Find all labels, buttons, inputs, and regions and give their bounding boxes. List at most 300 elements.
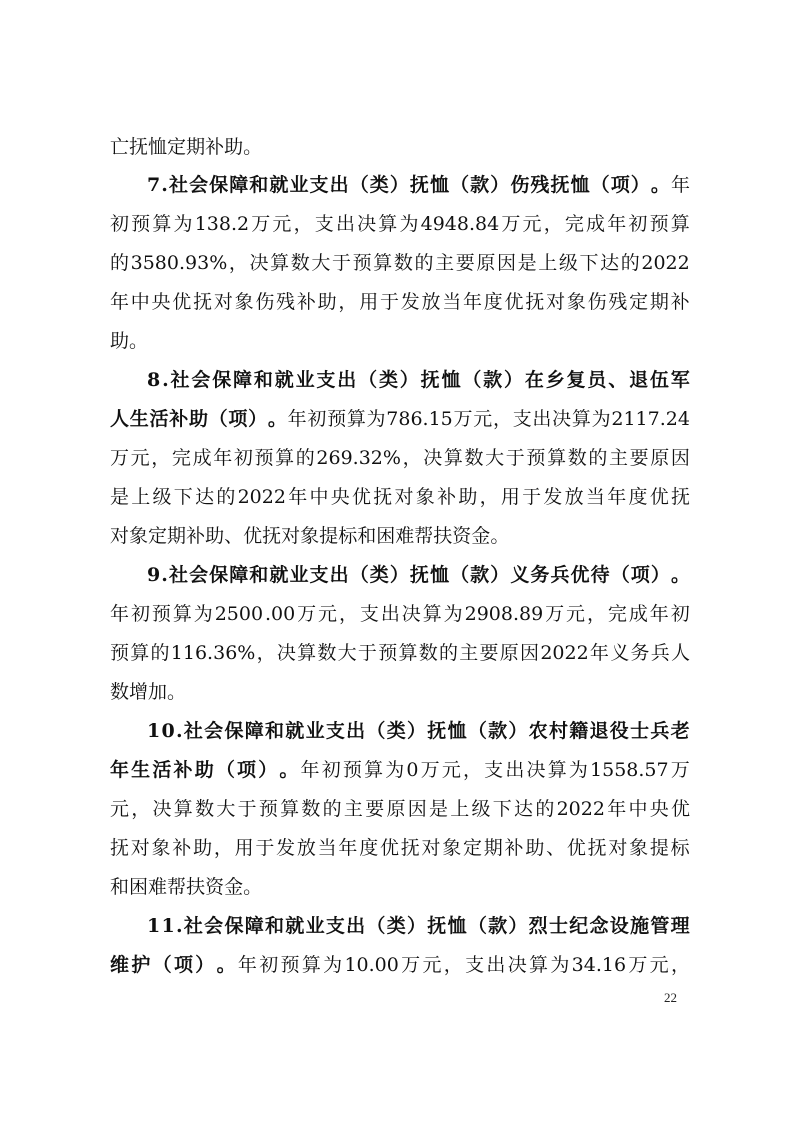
bold-text: 会 — [189, 174, 209, 196]
bold-text: （ — [349, 564, 369, 586]
body-text: 出 — [380, 603, 400, 625]
bold-text: 出 — [346, 720, 366, 742]
body-text: 元 — [566, 603, 586, 625]
body-text: 难 — [148, 876, 168, 898]
body-text: 人 — [670, 642, 690, 664]
body-text: 初 — [628, 213, 648, 235]
bold-text: 管 — [650, 915, 670, 937]
body-text: 主 — [435, 252, 455, 274]
body-text: 年 — [338, 837, 358, 859]
bold-text: 保 — [224, 915, 244, 937]
body-text: 的 — [150, 642, 170, 664]
body-text: 预 — [649, 213, 669, 235]
text-line — [110, 209, 690, 239]
body-text: 算 — [301, 954, 321, 976]
body-text: ， — [256, 642, 276, 664]
bold-text: （ — [366, 915, 386, 937]
body-text: 为 — [366, 408, 386, 430]
body-text: 为 — [193, 603, 213, 625]
body-text: 支 — [359, 603, 379, 625]
body-text: 年 — [300, 759, 320, 781]
body-text: 2022 — [540, 642, 589, 664]
body-text: 决 — [526, 759, 546, 781]
body-text: 发 — [543, 486, 563, 508]
body-text: ， — [402, 447, 422, 469]
body-text: 当 — [317, 837, 337, 859]
bold-text: （ — [450, 174, 470, 196]
body-text: 大 — [337, 642, 357, 664]
body-text: 算 — [547, 759, 567, 781]
bold-text: 支 — [316, 369, 336, 391]
body-text: 伤 — [587, 291, 607, 313]
text-line — [110, 482, 690, 512]
bold-text: 会 — [189, 564, 209, 586]
bold-text: 务 — [530, 564, 550, 586]
body-text: 因 — [520, 642, 540, 664]
bold-text: 出 — [337, 369, 357, 391]
bold-text: 和 — [265, 915, 285, 937]
bold-text: 社 — [170, 369, 190, 391]
bold-text: 施 — [630, 915, 650, 937]
bold-text: ） — [195, 954, 215, 976]
body-text: 的 — [322, 798, 342, 820]
body-text: 万 — [251, 213, 271, 235]
text-line — [147, 911, 690, 941]
body-text: 数 — [110, 681, 130, 703]
bold-text: 业 — [295, 369, 315, 391]
body-text: 抚 — [670, 486, 690, 508]
body-text: 要 — [629, 447, 649, 469]
bold-text: ） — [389, 174, 409, 196]
body-text: 央 — [330, 486, 350, 508]
body-text: 用 — [359, 291, 379, 313]
bold-text: 退 — [589, 720, 609, 742]
bold-text: 抚 — [550, 174, 570, 196]
body-text: 对 — [130, 837, 150, 859]
body-text: 数 — [418, 642, 438, 664]
body-text: 算 — [346, 408, 366, 430]
body-text: 出 — [505, 759, 525, 781]
bold-text: 障 — [233, 369, 253, 391]
body-text: 完 — [171, 447, 191, 469]
body-text: 优 — [566, 837, 586, 859]
body-text: 年 — [649, 603, 669, 625]
body-text: 算 — [297, 642, 317, 664]
bold-text: 员 — [587, 369, 607, 391]
bold-text: 生 — [129, 408, 149, 430]
body-text: 年 — [287, 408, 307, 430]
body-text: 算 — [547, 447, 567, 469]
body-text: 抚 — [262, 525, 282, 547]
body-text: 算 — [378, 213, 398, 235]
body-text: 增 — [129, 681, 149, 703]
bold-text: 1 — [161, 915, 175, 937]
body-text: 初 — [307, 408, 327, 430]
bold-text: 项 — [610, 174, 630, 196]
body-text: 难 — [395, 525, 415, 547]
bold-text: 保 — [212, 369, 232, 391]
body-text: 34.16 — [571, 954, 627, 976]
body-text: 残 — [608, 291, 628, 313]
bold-text: 7 — [147, 174, 161, 196]
bold-text: 社 — [168, 564, 188, 586]
body-text: 扶 — [433, 525, 453, 547]
text-line — [110, 326, 690, 356]
bold-text: 出 — [346, 915, 366, 937]
bold-text: 在 — [524, 369, 544, 391]
body-text: 和 — [357, 525, 377, 547]
bold-text: 障 — [244, 720, 264, 742]
bold-text: 兵 — [650, 720, 670, 742]
body-text: 要 — [455, 252, 475, 274]
bold-text: 款 — [470, 174, 490, 196]
bold-text: 款 — [488, 720, 508, 742]
bold-text: 就 — [269, 564, 289, 586]
bold-text: ） — [406, 915, 426, 937]
body-text: 0 — [406, 759, 419, 781]
body-text: 元 — [272, 213, 292, 235]
bold-text: 人 — [110, 408, 130, 430]
text-line — [147, 365, 690, 395]
bold-text: ） — [406, 720, 426, 742]
body-text: ， — [670, 954, 690, 976]
bold-text: ） — [504, 369, 524, 391]
body-text: 期 — [186, 136, 206, 158]
bold-text: 障 — [229, 564, 249, 586]
body-text: 预 — [131, 213, 151, 235]
bold-text: （ — [467, 720, 487, 742]
body-text: 央 — [649, 798, 669, 820]
body-text: 原 — [386, 798, 406, 820]
body-text: 象 — [442, 837, 462, 859]
body-text: ， — [293, 213, 313, 235]
body-text: 定 — [167, 136, 187, 158]
body-text: 为 — [591, 408, 611, 430]
text-line — [110, 132, 690, 162]
body-text: 用 — [500, 486, 520, 508]
body-text: 是 — [517, 252, 537, 274]
body-text: 于 — [237, 798, 257, 820]
body-text: 为 — [550, 954, 570, 976]
bold-text: 伤 — [510, 174, 530, 196]
body-text: 元 — [473, 408, 493, 430]
bold-text: 恤 — [430, 564, 450, 586]
bold-text: 抚 — [427, 720, 447, 742]
body-text: 于 — [379, 291, 399, 313]
body-text: 和 — [110, 876, 130, 898]
page-number: 22 — [664, 990, 677, 1005]
text-line — [110, 950, 690, 980]
body-text: ， — [338, 603, 358, 625]
body-text: 元 — [318, 603, 338, 625]
body-text: 抚 — [525, 291, 545, 313]
bold-text: 业 — [289, 564, 309, 586]
bold-text: 项 — [237, 759, 257, 781]
bold-text: . — [161, 564, 168, 586]
body-text: 预 — [342, 759, 362, 781]
body-text: 预 — [258, 798, 278, 820]
body-text: 决 — [357, 213, 377, 235]
body-text: 决 — [152, 798, 172, 820]
body-text: 初 — [670, 603, 690, 625]
body-text: 初 — [130, 603, 150, 625]
bold-text: （ — [358, 369, 378, 391]
body-text: 、 — [224, 525, 244, 547]
bold-text: 障 — [244, 915, 264, 937]
body-text: ， — [338, 291, 358, 313]
body-text: 的 — [216, 486, 236, 508]
body-text: 。 — [129, 330, 149, 352]
body-text: 对 — [394, 486, 414, 508]
body-text: 象 — [234, 291, 254, 313]
body-text: 万 — [110, 447, 130, 469]
body-text: 算 — [280, 798, 300, 820]
body-text: 元 — [522, 213, 542, 235]
body-text: 年 — [607, 798, 627, 820]
body-text: 度 — [483, 291, 503, 313]
body-text: 象 — [151, 837, 171, 859]
body-text: 于 — [331, 252, 351, 274]
body-text: 期 — [649, 291, 669, 313]
bold-text: 就 — [269, 174, 289, 196]
bold-text: （ — [610, 564, 630, 586]
body-text: 发 — [276, 837, 296, 859]
body-text: 为 — [568, 759, 588, 781]
text-line — [110, 599, 690, 629]
bold-text: ） — [399, 369, 419, 391]
body-text: 年 — [589, 642, 609, 664]
body-text: 金 — [471, 525, 491, 547]
bold-text: 村 — [548, 720, 568, 742]
body-text: 2500 — [214, 603, 264, 625]
body-text: 中 — [628, 798, 648, 820]
body-text: 为 — [323, 954, 343, 976]
body-text: 于 — [255, 837, 275, 859]
bold-text: 业 — [289, 174, 309, 196]
body-text: 补 — [504, 837, 524, 859]
body-text: 主 — [343, 798, 363, 820]
bold-text: 障 — [229, 174, 249, 196]
bold-text: 、 — [608, 369, 628, 391]
body-text: 算 — [571, 408, 591, 430]
body-text: 完 — [564, 213, 584, 235]
bold-text: （ — [215, 759, 235, 781]
bold-text: 9 — [147, 564, 161, 586]
body-text: 成 — [586, 213, 606, 235]
body-text: 算 — [270, 252, 290, 274]
body-text: 因 — [670, 447, 690, 469]
bold-text: （ — [462, 369, 482, 391]
bold-text: 社 — [168, 174, 188, 196]
bold-text: ） — [630, 174, 650, 196]
text-line — [110, 638, 690, 668]
bold-text: （ — [366, 720, 386, 742]
body-text: 中 — [309, 486, 329, 508]
bold-text: 款 — [488, 915, 508, 937]
bold-text: ） — [490, 564, 510, 586]
body-text: 补 — [186, 525, 206, 547]
body-text: 预 — [378, 642, 398, 664]
bold-text: 就 — [285, 915, 305, 937]
body-text: 预 — [526, 447, 546, 469]
body-text: 1558.57 — [590, 759, 669, 781]
body-text: 级 — [471, 798, 491, 820]
body-text: 于 — [505, 447, 525, 469]
bold-text: 。 — [650, 174, 670, 196]
body-text: ， — [463, 759, 483, 781]
body-text: 算 — [275, 447, 295, 469]
body-text: 完 — [607, 603, 627, 625]
body-text: 算 — [172, 603, 192, 625]
body-text: 万 — [545, 603, 565, 625]
bold-text: （ — [590, 174, 610, 196]
body-text: 2022 — [641, 252, 690, 274]
body-text: 标 — [670, 837, 690, 859]
body-text: 因 — [496, 252, 516, 274]
bold-text: 恤 — [570, 174, 590, 196]
body-text: 因 — [407, 798, 427, 820]
bold-text: 恤 — [447, 915, 467, 937]
bold-text: 护 — [131, 954, 151, 976]
body-text: 138.2 — [194, 213, 250, 235]
body-text: 上 — [450, 798, 470, 820]
bold-text: 和 — [253, 369, 273, 391]
body-text: 度 — [628, 486, 648, 508]
body-text: 困 — [376, 525, 396, 547]
bold-text: 恤 — [441, 369, 461, 391]
body-text: 要 — [479, 642, 499, 664]
body-text: 助 — [224, 136, 244, 158]
bold-text: 社 — [183, 915, 203, 937]
bold-text: 优 — [570, 564, 590, 586]
body-text: 原 — [650, 447, 670, 469]
body-text: 算 — [173, 798, 193, 820]
body-text: 期 — [483, 837, 503, 859]
body-text: 决 — [552, 408, 572, 430]
bold-text: 保 — [209, 564, 229, 586]
bold-text: 会 — [191, 369, 211, 391]
body-text: 。 — [243, 136, 263, 158]
body-text: 数 — [195, 798, 215, 820]
body-text: 万 — [501, 213, 521, 235]
body-text: 算 — [670, 213, 690, 235]
bold-text: 抚 — [409, 174, 429, 196]
bold-text: 类 — [369, 174, 389, 196]
bold-text: 款 — [483, 369, 503, 391]
bold-text: 业 — [305, 720, 325, 742]
body-text: 优 — [504, 291, 524, 313]
bold-text: 生 — [131, 759, 151, 781]
bold-text: ） — [508, 915, 528, 937]
body-text: ， — [131, 798, 151, 820]
body-text: 优 — [649, 486, 669, 508]
body-text: 抚 — [587, 837, 607, 859]
bold-text: 支 — [325, 720, 345, 742]
body-text: 补 — [670, 291, 690, 313]
body-text: 补 — [205, 136, 225, 158]
bold-text: 。 — [670, 564, 690, 586]
body-text: 助 — [110, 330, 130, 352]
body-text: 兵 — [650, 642, 670, 664]
body-text: 级 — [152, 486, 172, 508]
bold-text: （ — [450, 564, 470, 586]
body-text: 抚 — [373, 486, 393, 508]
body-text: 对 — [213, 291, 233, 313]
body-text: 达 — [600, 252, 620, 274]
bold-text: 役 — [609, 720, 629, 742]
body-text: 加 — [148, 681, 168, 703]
bold-text: ） — [248, 408, 268, 430]
body-text: 2908.89 — [464, 603, 544, 625]
body-text: 算 — [422, 603, 442, 625]
body-text: 万 — [453, 408, 473, 430]
body-text: 放 — [296, 837, 316, 859]
bold-text: 1 — [147, 720, 161, 742]
body-text: 预 — [254, 447, 274, 469]
body-text: 残 — [276, 291, 296, 313]
bold-text: 老 — [670, 720, 690, 742]
body-text: 级 — [558, 252, 578, 274]
body-text: ， — [492, 408, 512, 430]
body-text: 。 — [490, 525, 510, 547]
body-text: 下 — [579, 252, 599, 274]
text-line — [147, 560, 690, 590]
body-text: 助 — [317, 291, 337, 313]
body-text: 象 — [629, 837, 649, 859]
bold-text: 和 — [265, 720, 285, 742]
body-text: 象 — [300, 525, 320, 547]
bold-text: 和 — [249, 174, 269, 196]
body-text: 主 — [459, 642, 479, 664]
body-text: ， — [213, 837, 233, 859]
body-text: 数 — [317, 642, 337, 664]
body-text: 上 — [538, 252, 558, 274]
body-text: 对 — [110, 525, 130, 547]
bold-text: 理 — [670, 915, 690, 937]
body-text: 年 — [670, 174, 690, 196]
text-line — [110, 872, 690, 902]
body-text: 补 — [172, 837, 192, 859]
bold-text: 念 — [589, 915, 609, 937]
body-text: 的 — [438, 642, 458, 664]
body-text: 的 — [620, 252, 640, 274]
body-text: 元 — [130, 447, 150, 469]
body-text: 2117.24 — [611, 408, 690, 430]
body-text: 数 — [567, 447, 587, 469]
bold-text: 项 — [630, 564, 650, 586]
body-text: 对 — [421, 837, 441, 859]
body-text: 786.15 — [386, 408, 453, 430]
body-text: 预 — [352, 252, 372, 274]
body-text: 大 — [216, 798, 236, 820]
body-text: 主 — [608, 447, 628, 469]
body-text: 放 — [564, 486, 584, 508]
bold-text: （ — [152, 954, 172, 976]
bold-text: 。 — [267, 408, 287, 430]
body-text: 为 — [173, 213, 193, 235]
body-text: 为 — [399, 213, 419, 235]
body-text: 算 — [130, 642, 150, 664]
bold-text: 助 — [194, 759, 214, 781]
bold-text: 类 — [369, 564, 389, 586]
body-text: 资 — [452, 525, 472, 547]
body-text: 用 — [234, 837, 254, 859]
bold-text: 。 — [279, 759, 299, 781]
body-text: 算 — [152, 213, 172, 235]
bold-text: 就 — [274, 369, 294, 391]
bold-text: 。 — [216, 954, 236, 976]
bold-text: ） — [258, 759, 278, 781]
